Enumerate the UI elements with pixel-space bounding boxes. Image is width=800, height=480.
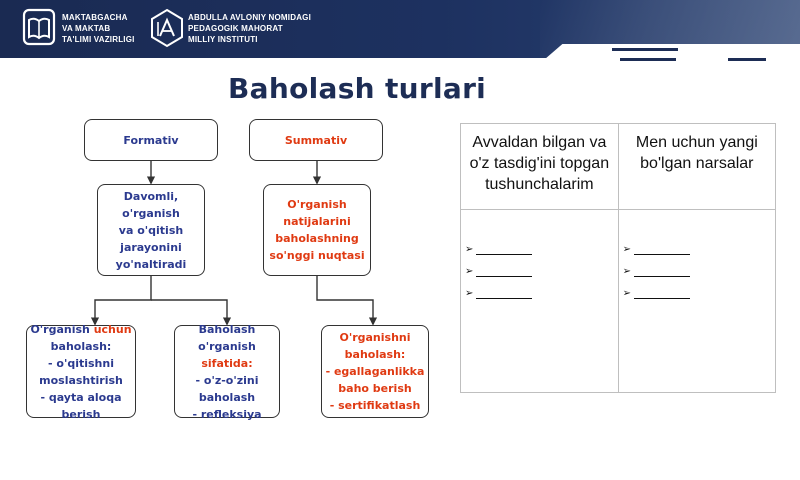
blank-line [634,265,690,277]
bullet-line[interactable] [465,260,618,282]
blank-line [634,243,690,255]
bullet-line[interactable] [623,282,775,304]
page-title: Baholash turlari [228,72,487,105]
arrow-bullet-icon: ➢ [465,265,474,277]
col-known-header: Avvaldan bilgan va o'z tasdig'ini topgan tushunchalarim [461,124,619,210]
col-new-cell [618,210,775,393]
blank-line [476,243,532,255]
summativ-box: Summativ [249,119,383,161]
formativ-description-box: Davomli, o'rganish va o'qitish jarayonini yo'naltiradi [97,184,205,276]
arrow-bullet-icon: ➢ [622,265,632,277]
summativ-description-box: O'rganish natijalarini baholashning so'nggi nuqtasi [263,184,371,276]
arrow-bullet-icon: ➢ [622,287,632,299]
arrow-bullet-icon: ➢ [465,287,474,299]
bullet-line[interactable] [465,238,618,260]
reflection-table [460,123,776,393]
blank-line [476,265,532,277]
formativ-box: Formativ [84,119,218,161]
institute-name: ABDULLA AVLONIY NOMIDAGI PEDAGOGIK MAHORAT MILLIY INSTITUTI [188,13,312,44]
blank-line [634,287,690,299]
blank-line [476,287,532,299]
arrow-bullet-icon: ➢ [622,243,632,255]
assessment-for-learning-box: O'rganish uchun baholash: - o'qitishni moslashtirish - qayta aloqa berish [26,325,136,418]
col-known-cell [461,210,619,393]
bullet-line[interactable] [623,238,775,260]
arrow-bullet-icon: ➢ [465,243,474,255]
bullet-line[interactable] [465,282,618,304]
assessment-as-learning-box: Baholash o'rganish sifatida: - o'z-o'zini baholash - refleksiya [174,325,280,418]
col-new-header: Men uchun yangi bo'lgan narsalar [618,124,775,210]
assessment-of-learning-box: O'rganishni baholash: - egallaganlikka baho berish - sertifikatlash [321,325,429,418]
ministry-name: MAKTABGACHA VA MAKTAB TA'LIMI VAZIRLIGI [62,13,135,44]
bullet-line[interactable] [623,260,775,282]
